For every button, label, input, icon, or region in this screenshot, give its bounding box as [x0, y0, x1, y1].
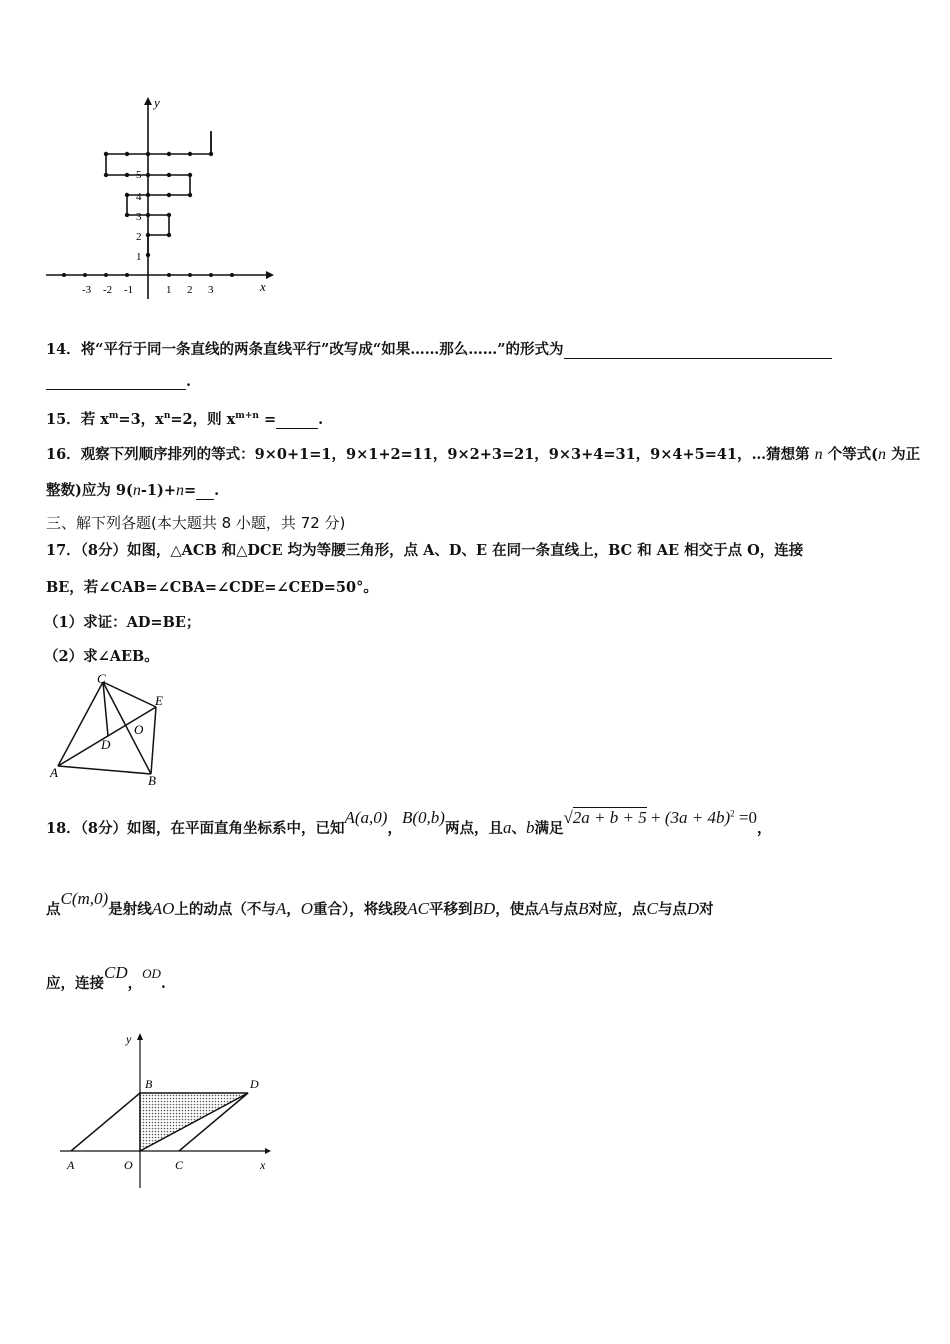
question-15 — [46, 408, 323, 429]
q18-y-arrow — [137, 1033, 143, 1040]
q16-line2-a: 整数)应为 9( — [46, 482, 133, 499]
q18-line2-i: 与点 — [657, 901, 687, 918]
q14-answer-blank-1[interactable] — [564, 344, 832, 359]
q18-line2-a: 点 — [46, 901, 61, 918]
q18-line2-g: 与点 — [549, 901, 579, 918]
coordinate-figure-q18 — [55, 1028, 280, 1193]
q18-line3-b: ， — [127, 975, 143, 992]
x-tick-m3: -3 — [82, 284, 92, 296]
q18-line2-h: 对应，点 — [588, 901, 647, 918]
q18-fig-label-y: y — [126, 1032, 132, 1046]
q14-end: . — [186, 373, 192, 390]
q14-text: 将“平行于同一条直线的两条直线平行”改写成“如果……那么……”的形式为 — [80, 341, 564, 358]
q17-label-a: A — [50, 765, 58, 780]
q18-seg-ac: AC — [407, 899, 430, 918]
q18-dun2: ， — [286, 901, 301, 918]
question-16-line-1 — [46, 443, 920, 464]
question-16-line-2 — [46, 479, 219, 500]
q18-segment-ab — [71, 1093, 140, 1151]
section-3-heading: 三、解下列各题(本大题共 8 小题，共 72 分) — [46, 514, 346, 532]
q18-x-arrow — [265, 1148, 271, 1154]
q15-end: . — [318, 411, 324, 428]
q18-pt-c2: C — [646, 899, 658, 918]
q16-n3: n — [132, 482, 141, 499]
q18-point-a: A(a,0) — [344, 808, 388, 827]
q14-number: 14． — [46, 341, 81, 358]
y-tick-1: 1 — [136, 251, 142, 263]
q18-fig-label-x: x — [260, 1158, 266, 1172]
q18-fig-label-o: O — [124, 1158, 133, 1172]
q18-pt-a2: A — [538, 899, 550, 918]
q18-fig-label-d: D — [250, 1077, 259, 1091]
question-17-part-1: （1）求证：AD=BE； — [44, 614, 201, 631]
q18-line3-a: 应，连接 — [46, 975, 104, 992]
x-tick-3: 3 — [208, 284, 214, 296]
q18-line2-j: 对 — [699, 901, 714, 918]
q16-line1-a: 观察下列顺序排列的等式：9×0+1=1，9×1+2=11，9×2+3=21，9×3+4=31，9×4+5=41，…猜想第 — [80, 446, 815, 463]
q18-seg-od: OD — [142, 966, 161, 981]
q15-answer-blank[interactable] — [276, 414, 318, 429]
q18-pt-d2: D — [686, 899, 700, 918]
q16-end: . — [214, 482, 220, 499]
q16-line1-b: 个等式( — [822, 446, 879, 463]
q14-answer-blank-2[interactable] — [46, 375, 186, 390]
x-axis-label: x — [260, 279, 266, 294]
y-tick-2: 2 — [136, 231, 142, 243]
question-17-line-2: BE，若∠CAB=∠CBA=∠CDE=∠CED=50°。 — [46, 579, 378, 596]
q17-label-e: E — [155, 693, 163, 708]
y-tick-3: 3 — [136, 211, 142, 223]
x-tick-m2: -2 — [103, 284, 113, 296]
triangle-figure-q17 — [44, 673, 174, 788]
q15-mid1: =3，x — [118, 411, 164, 428]
q18-var-b: b — [525, 818, 535, 837]
q15-suffix: = — [258, 411, 277, 428]
q18-dun: 、 — [511, 820, 526, 837]
x-tick-2: 2 — [187, 284, 193, 296]
q18-eq0: =0 — [734, 808, 757, 827]
q18-comma: ， — [756, 820, 772, 837]
q18-seg-bd: BD — [472, 899, 496, 918]
q15-exp-m: m — [108, 411, 119, 422]
q16-n2: n — [878, 446, 887, 463]
q18-pt-b2: B — [578, 899, 589, 918]
x-tick-1: 1 — [166, 284, 172, 296]
x-tick-m1: -1 — [124, 284, 134, 296]
q18-point-b: B(0,b) — [401, 808, 445, 827]
q18-line1-b: 两点，且 — [444, 820, 503, 837]
q16-n1: n — [814, 446, 823, 463]
q15-mid2: =2，则 x — [170, 411, 236, 428]
q17-label-b: B — [148, 773, 156, 788]
q17-label-d: D — [101, 737, 111, 752]
question-18-line-2 — [46, 889, 714, 919]
question-14-line-1 — [46, 338, 832, 359]
q18-line2-e: 平移到 — [429, 901, 473, 918]
question-17-part-2: （2）求∠AEB。 — [44, 648, 159, 665]
q18-shaded-triangle-obd — [140, 1093, 248, 1151]
q18-line1-a: 18．（8分）如图，在平面直角坐标系中，已知 — [46, 820, 345, 837]
q18-fig-label-a: A — [67, 1158, 75, 1172]
question-18-line-3 — [46, 963, 166, 993]
spiral-path — [106, 132, 211, 255]
q18-point-c: C(m,0) — [60, 889, 109, 908]
q18-square: 2 — [730, 808, 735, 819]
y-axis-arrow — [144, 97, 152, 105]
q18-pt-o1: O — [300, 899, 314, 918]
q17-label-c: C — [97, 673, 106, 686]
q15-exp-n: n — [163, 411, 171, 422]
q16-answer-blank[interactable] — [196, 485, 214, 500]
q18-equation — [563, 808, 757, 827]
q18-paren-expr: (3a + 4b) — [664, 808, 731, 827]
y-tick-4: 4 — [136, 191, 142, 203]
q16-line1-c: 为正 — [886, 446, 921, 463]
question-14-line-2 — [46, 373, 191, 390]
q18-plus: + — [646, 808, 665, 827]
q17-label-o: O — [134, 722, 144, 737]
q15-exp-mn: m+n — [235, 411, 259, 422]
q16-line2-b: -1)+ — [140, 482, 176, 499]
sqrt-icon: √ — [563, 808, 573, 827]
q16-number: 16． — [46, 446, 81, 463]
q16-line2-c: = — [183, 482, 197, 499]
q18-line2-b: 是射线 — [108, 901, 152, 918]
q18-var-a: a — [502, 818, 512, 837]
y-tick-5: 5 — [136, 169, 142, 181]
q18-fig-label-c: C — [175, 1158, 184, 1172]
q18-fig-label-b: B — [145, 1077, 153, 1091]
q18-sqrt-expr: 2a + b + 5 — [572, 808, 647, 827]
y-axis-label: y — [154, 95, 160, 110]
q18-pt-a1: A — [275, 899, 287, 918]
q18-seg-ao: AO — [151, 899, 175, 918]
q18-line2-d: 重合），将线段 — [313, 901, 408, 918]
path-coordinate-figure — [40, 95, 280, 305]
q15-number: 15． — [46, 411, 81, 428]
x-axis-arrow — [266, 271, 274, 279]
question-18-line-1 — [46, 808, 772, 838]
q18-line2-c: 上的动点（不与 — [174, 901, 276, 918]
q15-prefix: 若 x — [80, 411, 109, 428]
q18-line3-c: . — [160, 975, 166, 992]
q18-line2-f: ，使点 — [495, 901, 539, 918]
path-points — [104, 152, 213, 257]
q18-manzu: 满足 — [534, 820, 564, 837]
q18-sep1: ， — [387, 820, 402, 837]
q18-seg-cd: CD — [104, 963, 128, 982]
q16-n4: n — [175, 482, 184, 499]
question-17-line-1: 17．（8分）如图，△ACB 和△DCE 均为等腰三角形，点 A、D、E 在同一条直线上，BC 和 AE 相交于点 O，连接 — [46, 542, 804, 559]
